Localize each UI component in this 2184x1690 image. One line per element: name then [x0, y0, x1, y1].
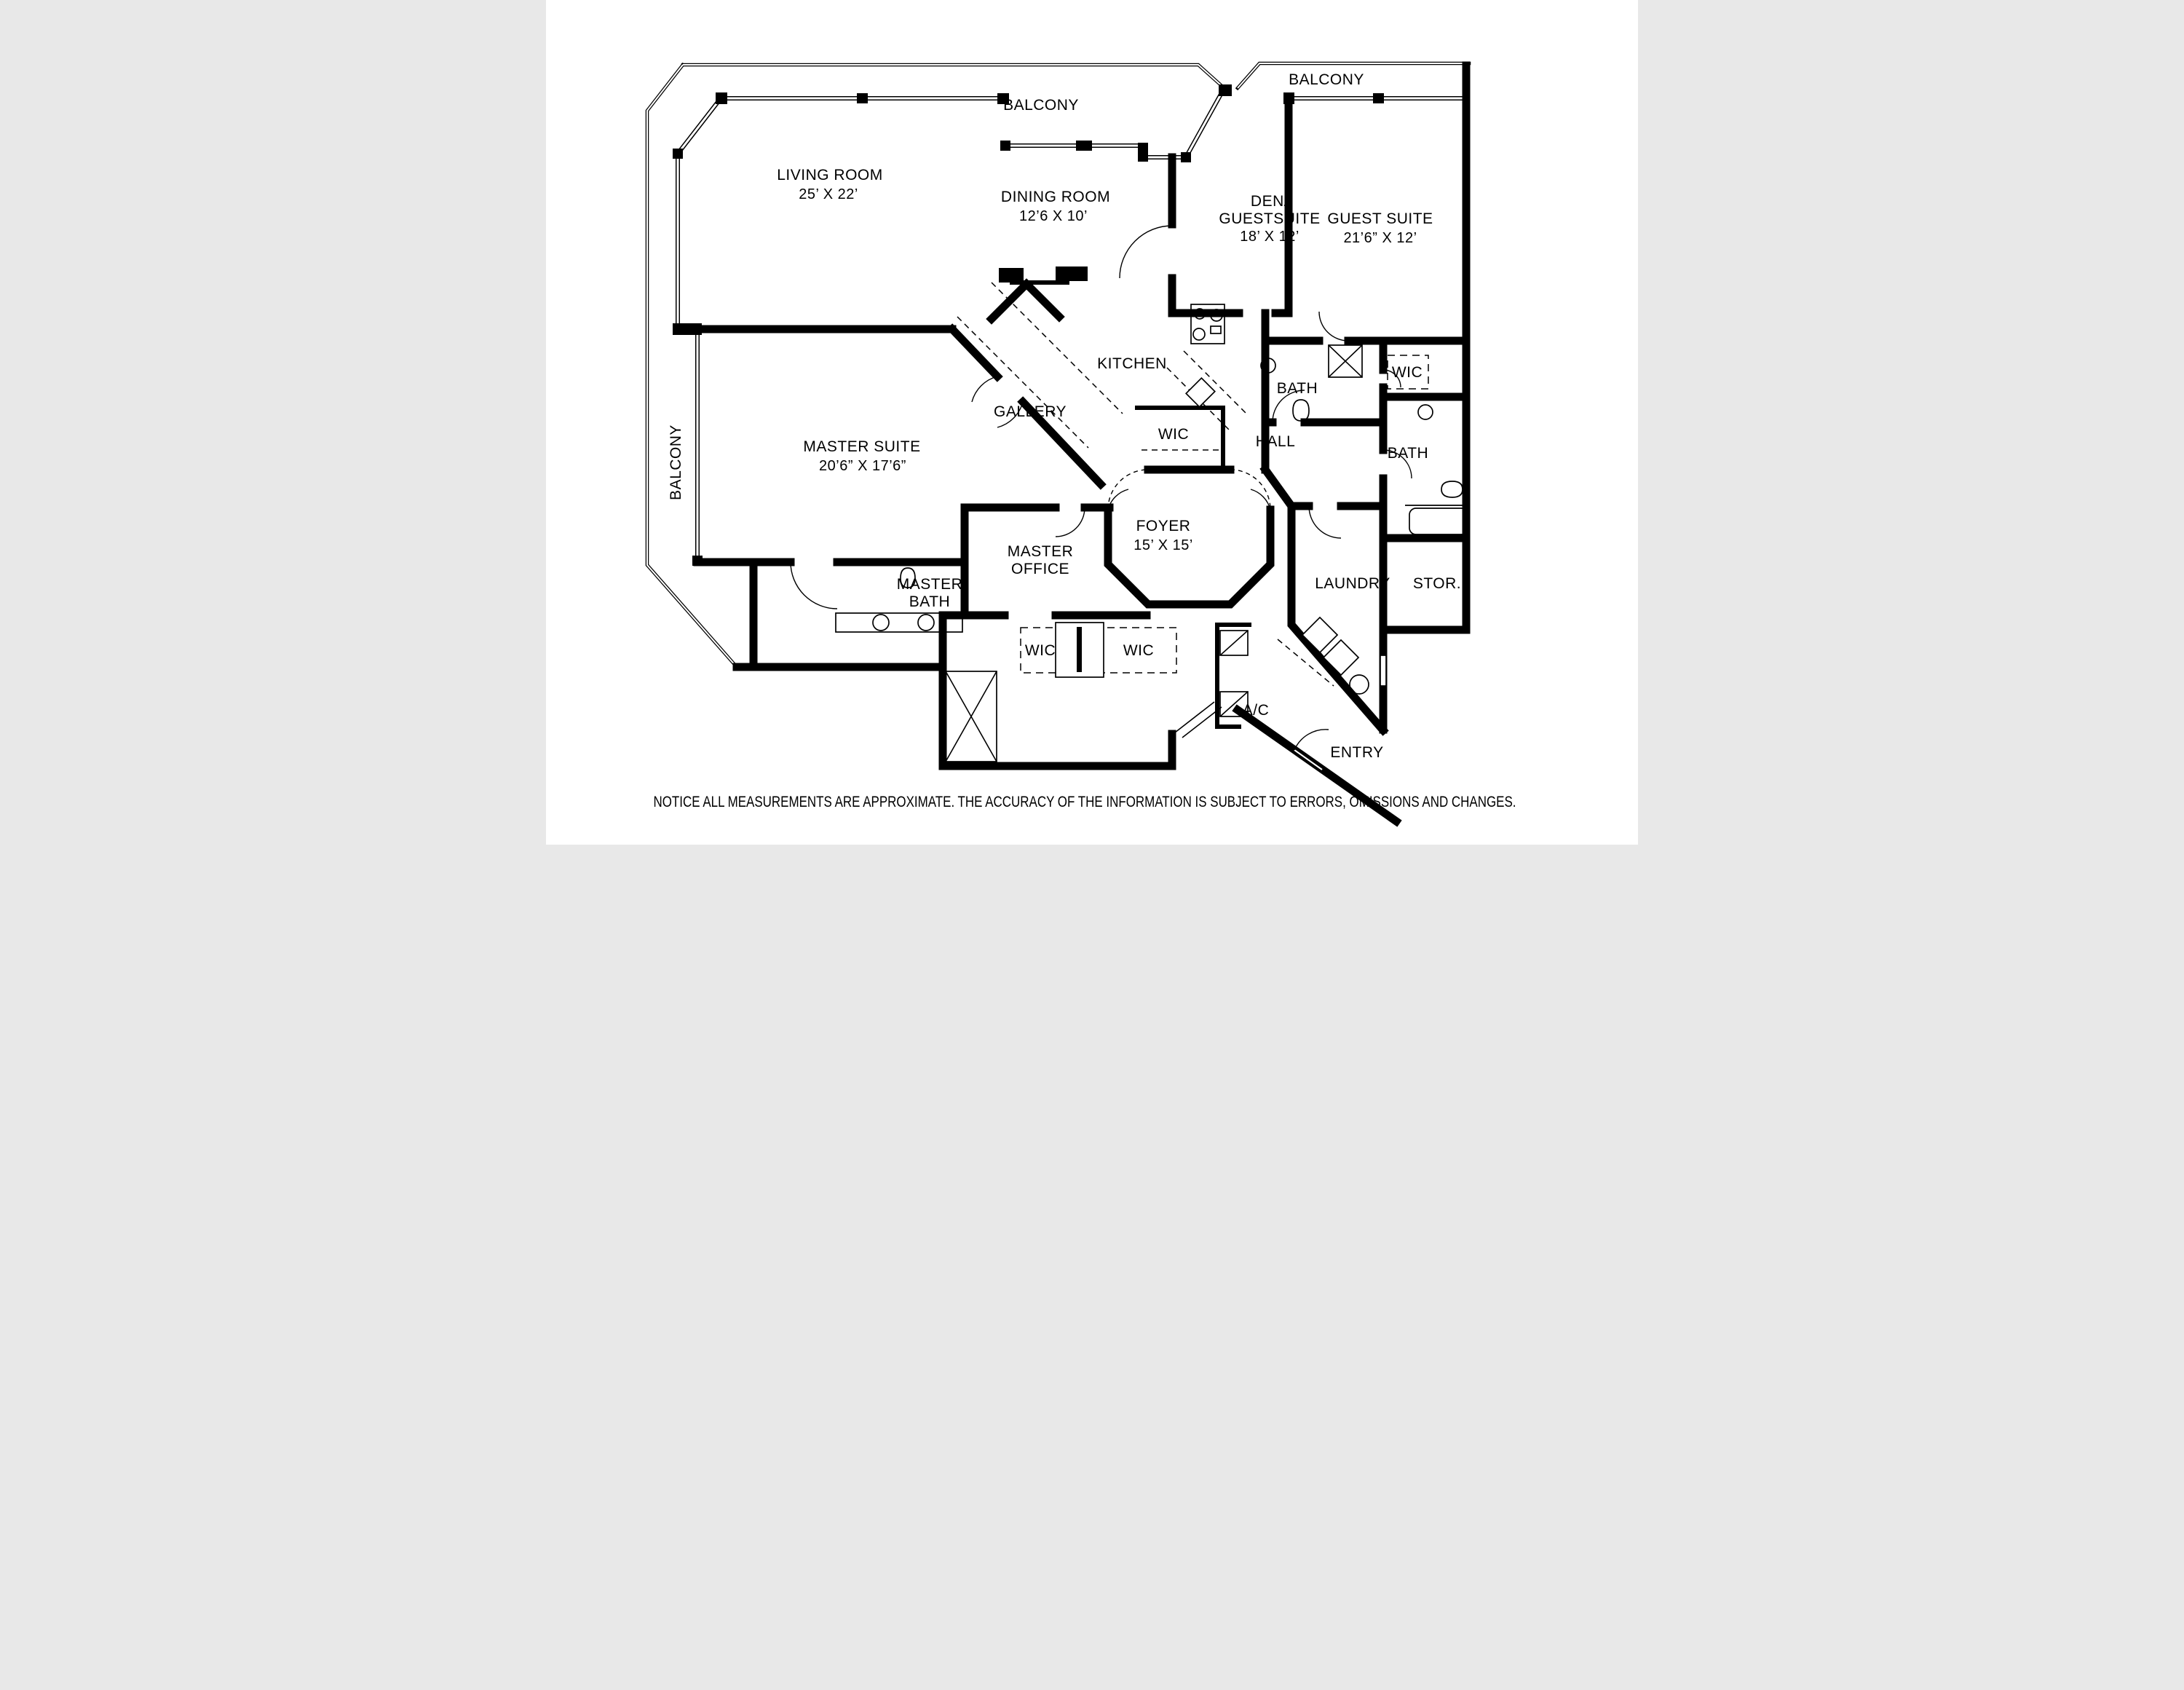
label-balcony-right: BALCONY	[1289, 71, 1364, 88]
label-master-suite: MASTER SUITE	[803, 438, 921, 455]
label-gallery: GALLERY	[994, 403, 1067, 420]
label-hall: HALL	[1255, 433, 1296, 450]
tub-icon	[1409, 508, 1468, 534]
size-guest-suite: 21’6” X 12’	[1343, 230, 1417, 246]
label-wic-guest: WIC	[1391, 364, 1423, 381]
size-den: 18’ X 12’	[1240, 229, 1299, 245]
hatched-opening	[1175, 702, 1222, 738]
label-entry: ENTRY	[1330, 744, 1384, 761]
entry-door-arc	[1294, 730, 1329, 750]
corridor-dash	[957, 317, 1088, 448]
toilet-icon	[1293, 400, 1309, 421]
door-arc	[1120, 226, 1172, 278]
toilet-icon	[1441, 481, 1463, 497]
sink-icon	[918, 615, 934, 631]
label-wic-kitchen: WIC	[1158, 426, 1190, 443]
notice-text: NOTICE ALL MEASUREMENTS ARE APPROXIMATE. THE ACCURACY OF THE INFORMATION IS SUBJECT TO ERRORS, OMISSIONS AND CHANGES.	[653, 794, 1516, 810]
size-foyer: 15’ X 15’	[1133, 537, 1193, 553]
label-dining-room: DINING ROOM	[1000, 189, 1111, 205]
size-living-room: 25’ X 22’	[799, 186, 858, 202]
floor-plan-page	[546, 0, 1638, 845]
washer-dryer-icon	[1302, 617, 1369, 694]
label-guest-suite: GUEST SUITE	[1327, 210, 1433, 227]
shower-icon	[946, 671, 997, 762]
floor-plan-drawing	[546, 0, 1638, 845]
door-jamb	[1380, 655, 1386, 686]
label-master-bath-line2: BATH	[909, 593, 951, 610]
kitchen-sink-icon	[1186, 378, 1215, 407]
sink-icon	[873, 615, 889, 631]
label-balcony-left: BALCONY	[668, 425, 684, 500]
label-wic-master-left: WIC	[1024, 642, 1056, 659]
label-den-line1: DEN/	[1250, 193, 1289, 210]
label-bath-mid: BATH	[1276, 380, 1318, 397]
label-master-office-line1: MASTER	[1007, 543, 1074, 560]
label-bath-guest: BATH	[1387, 445, 1429, 462]
sink-icon	[1418, 405, 1433, 419]
label-living-room: LIVING ROOM	[777, 167, 883, 183]
window-post-icon	[716, 92, 727, 104]
label-laundry: LAUNDRY	[1315, 575, 1390, 592]
label-ac: A/C	[1242, 702, 1270, 719]
label-wic-master-right: WIC	[1123, 642, 1155, 659]
label-master-bath-line1: MASTER	[896, 576, 963, 593]
label-den-line2: GUESTSUITE	[1219, 210, 1321, 227]
label-stor: STOR.	[1412, 575, 1462, 592]
shower-icon	[1329, 345, 1362, 377]
label-balcony-top: BALCONY	[1003, 97, 1079, 114]
doors	[791, 226, 1412, 770]
label-master-office-line2: OFFICE	[1011, 561, 1069, 577]
size-master-suite: 20’6” X 17’6”	[819, 458, 906, 474]
label-foyer: FOYER	[1136, 518, 1191, 534]
label-kitchen: KITCHEN	[1097, 355, 1167, 372]
size-dining-room: 12’6 X 10’	[1019, 208, 1088, 224]
